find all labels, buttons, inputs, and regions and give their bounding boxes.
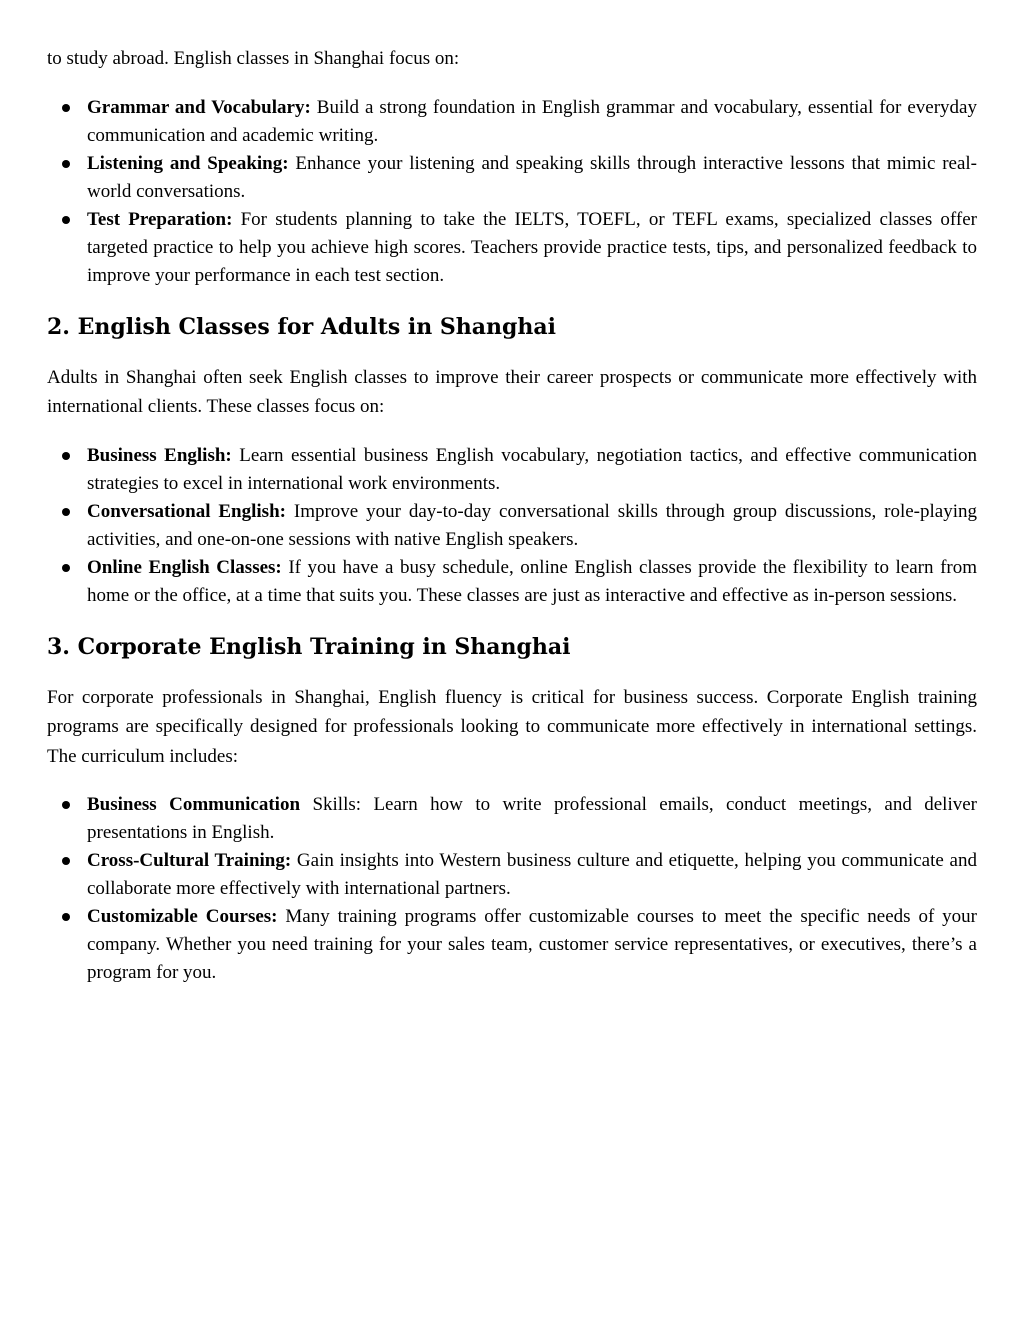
study-abroad-focus-list <box>47 94 977 290</box>
item-text: Enhance your listening and speaking skills through interactive lessons that mimic real-world conversations. <box>87 152 977 202</box>
section-heading-adults: 2. English Classes for Adults in Shanghai <box>47 313 556 340</box>
list-item <box>47 150 977 206</box>
item-lead: Cross-Cultural Training: <box>87 850 292 871</box>
adults-focus-list <box>47 442 977 610</box>
item-lead: Business English: <box>87 444 232 466</box>
item-text: Many training programs offer customizable courses to meet the specific needs of your company. Whether you need training for your sales team, customer service representatives, or executives, there’s a program for you. <box>87 906 977 983</box>
item-text: Skills: Learn how to write professional emails, conduct meetings, and deliver presentations in English. <box>87 794 977 843</box>
list-item <box>47 442 977 498</box>
corporate-curriculum-list <box>47 791 977 987</box>
item-lead: Business Communication <box>87 794 301 815</box>
bullet-icon <box>62 508 70 516</box>
corporate-paragraph: For corporate professionals in Shanghai, English fluency is critical for business success. Corporate English training programs are specifically designed for professionals looking to communicate more effectively in international settings. The curriculum includes: <box>47 686 977 767</box>
list-item <box>47 903 977 987</box>
item-lead: Online English Classes: <box>87 556 282 578</box>
section-heading-corporate: 3. Corporate English Training in Shanghai <box>47 633 571 660</box>
bullet-icon <box>62 913 70 921</box>
list-item <box>47 206 977 290</box>
bullet-icon <box>62 801 70 809</box>
intro-paragraph: to study abroad. English classes in Shanghai focus on: <box>47 48 460 69</box>
item-text: For students planning to take the IELTS, TOEFL, or TEFL exams, specialized classes offer targeted practice to help you achieve high scores. Teachers provide practice tests, tips, and personalized feedback to improve your performance in each test section. <box>87 208 977 286</box>
adults-paragraph: Adults in Shanghai often seek English classes to improve their career prospects or communicate more effectively with international clients. These classes focus on: <box>47 366 977 417</box>
item-lead: Test Preparation: <box>87 208 233 230</box>
item-text: Improve your day-to-day conversational skills through group discussions, role-playing activities, and one-on-one sessions with native English speakers. <box>87 500 978 550</box>
list-item <box>47 498 977 554</box>
list-item <box>47 94 977 150</box>
document-page <box>47 44 977 987</box>
bullet-icon <box>62 216 70 224</box>
bullet-icon <box>62 857 70 865</box>
item-lead: Listening and Speaking: <box>87 152 289 174</box>
list-item <box>47 554 977 610</box>
item-text: Learn essential business English vocabulary, negotiation tactics, and effective communication strategies to excel in international work environments. <box>87 444 977 494</box>
item-text: Gain insights into Western business culture and etiquette, helping you communicate and collaborate more effectively with international partners. <box>87 850 977 899</box>
list-item <box>47 791 977 847</box>
bullet-icon <box>62 104 70 112</box>
item-lead: Conversational English: <box>87 500 286 522</box>
list-item <box>47 847 977 903</box>
item-lead: Customizable Courses: <box>87 906 278 927</box>
item-text: If you have a busy schedule, online English classes provide the flexibility to learn from home or the office, at a time that suits you. These classes are just as interactive and effective as in-person sessions. <box>87 556 978 606</box>
item-text: Build a strong foundation in English grammar and vocabulary, essential for everyday communication and academic writing. <box>87 96 977 146</box>
bullet-icon <box>62 452 70 460</box>
bullet-icon <box>62 160 70 168</box>
item-lead: Grammar and Vocabulary: <box>87 96 311 118</box>
bullet-icon <box>62 564 70 572</box>
